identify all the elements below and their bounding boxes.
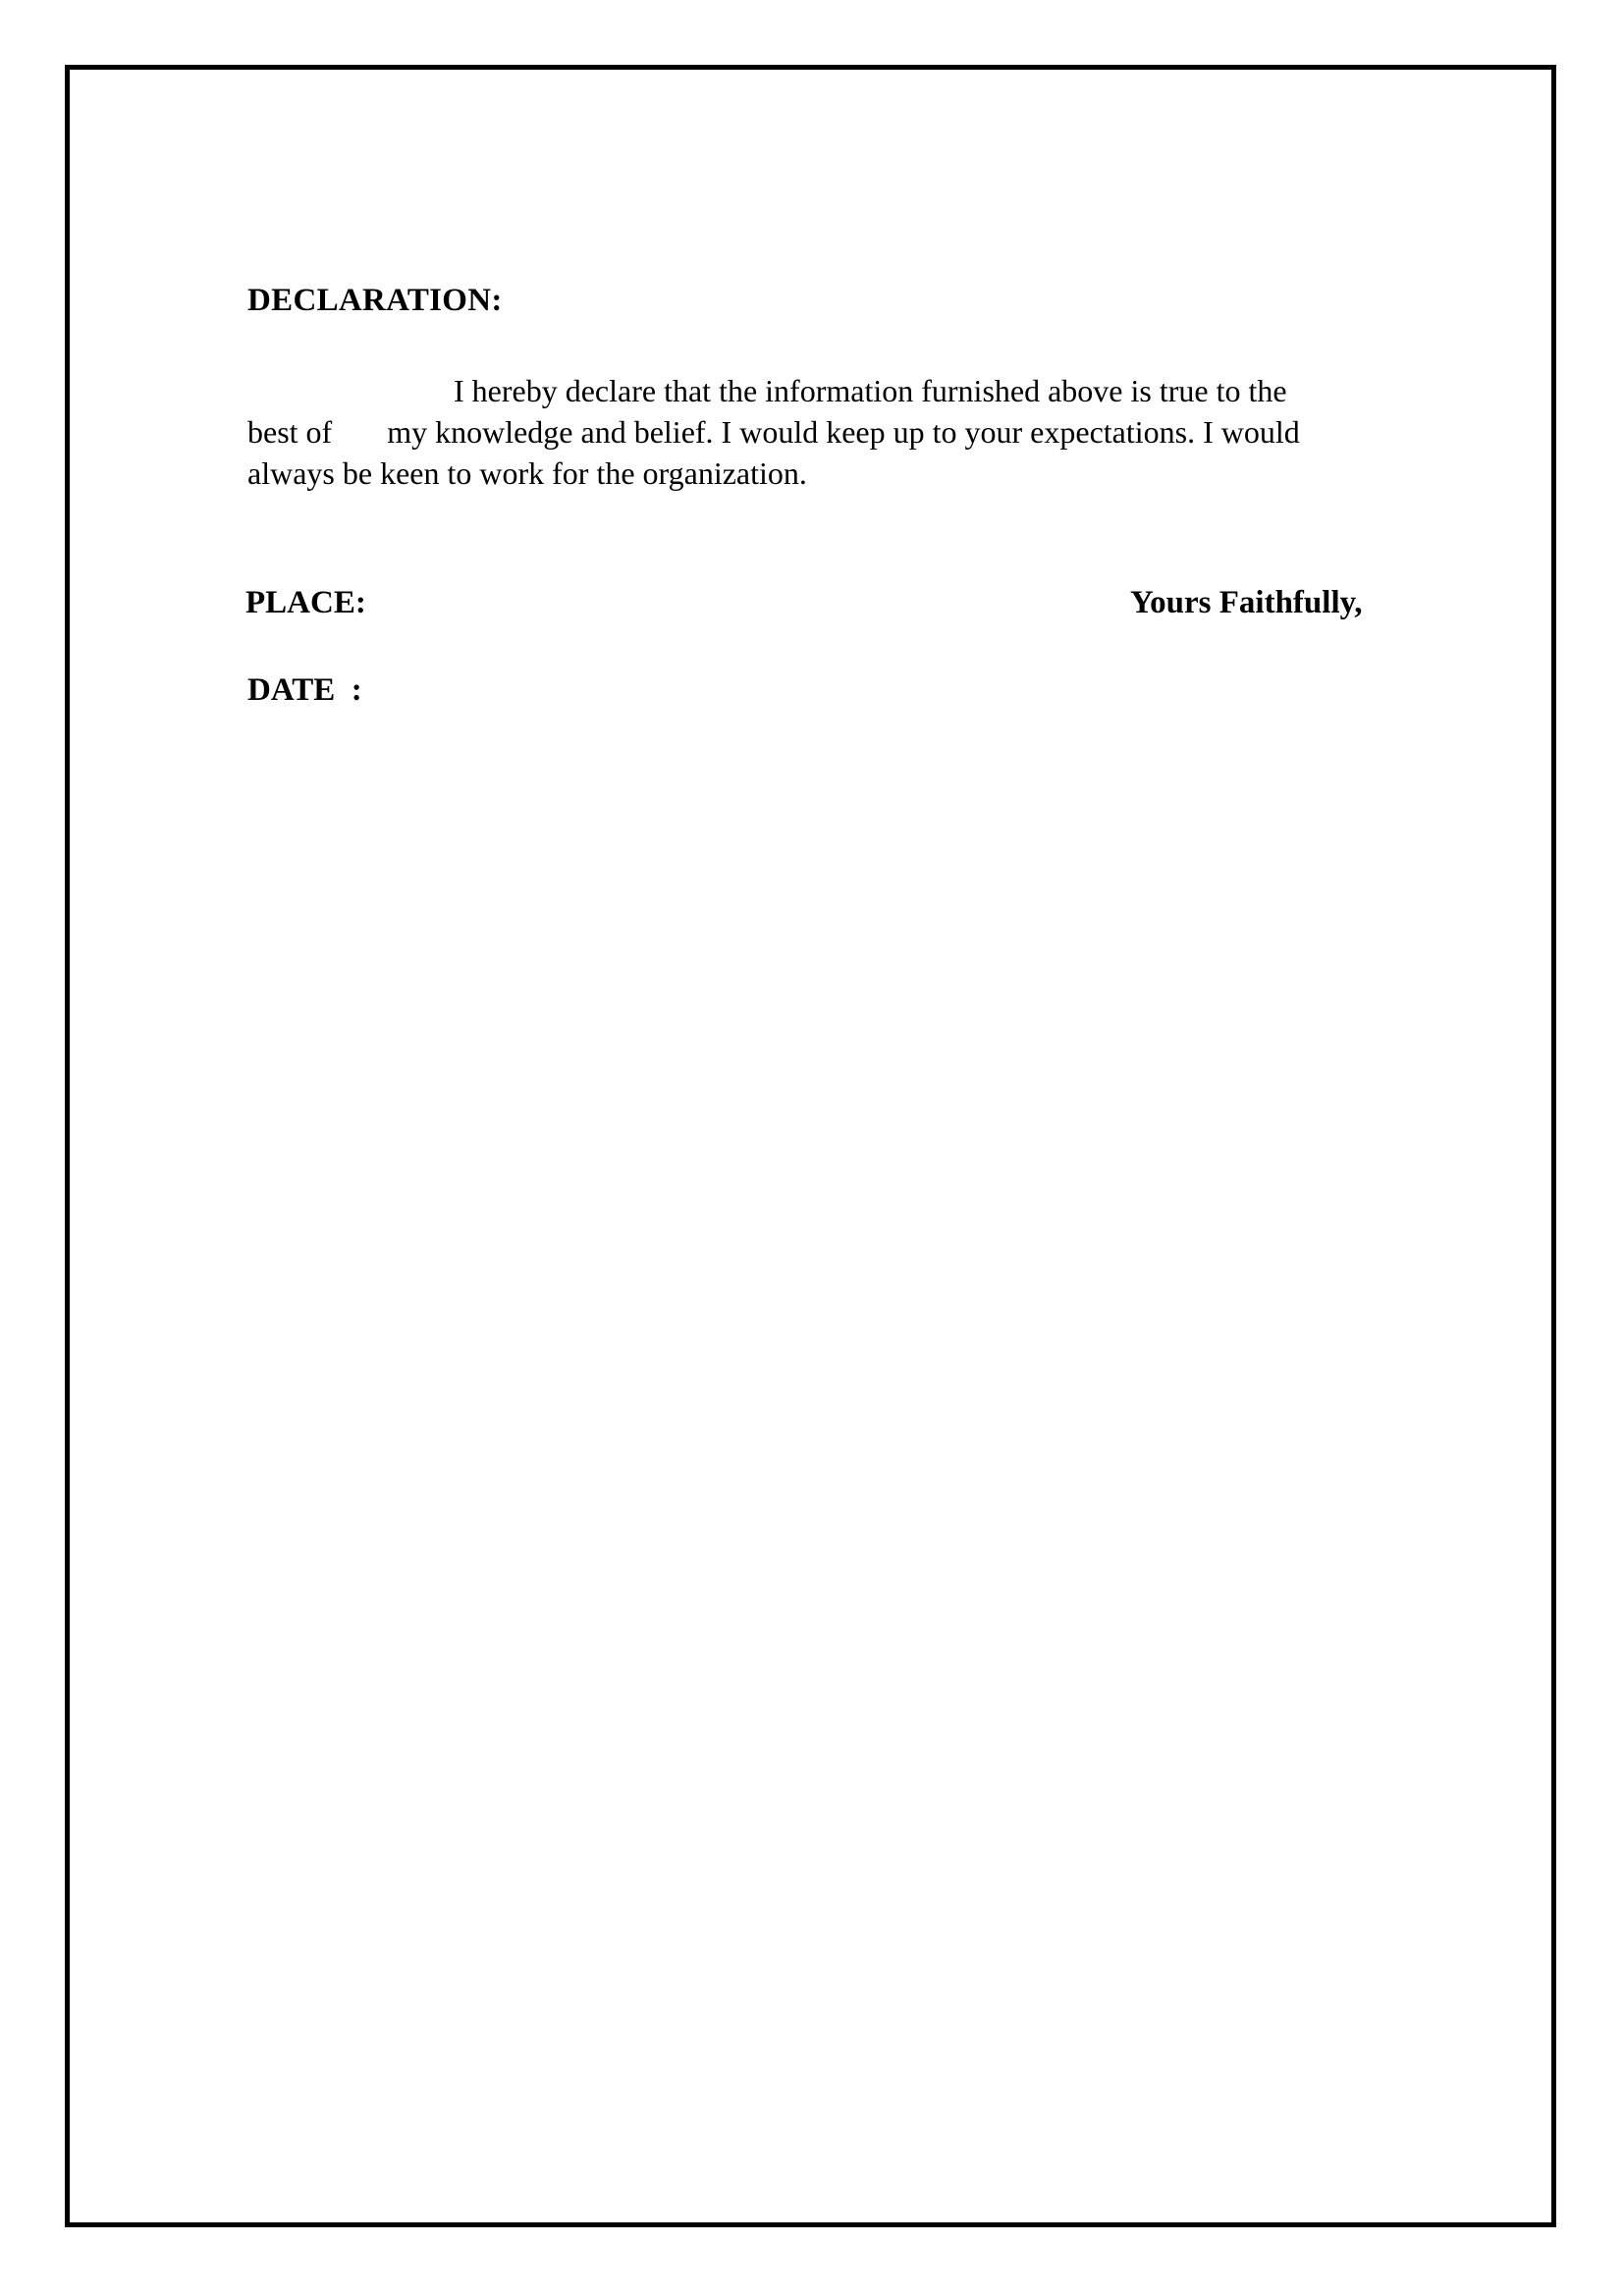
signoff-text: Yours Faithfully, bbox=[1130, 585, 1363, 620]
paragraph-line-2: best of my knowledge and belief. I would keep up to your expectations. I would bbox=[247, 414, 1300, 450]
date-label: DATE : bbox=[247, 672, 362, 708]
paragraph-line-3: always be keen to work for the organization. bbox=[247, 455, 807, 491]
place-label: PLACE: bbox=[245, 585, 366, 620]
declaration-paragraph bbox=[247, 370, 1406, 494]
paragraph-line-1: I hereby declare that the information furnished above is true to the bbox=[454, 373, 1287, 408]
declaration-heading: DECLARATION: bbox=[247, 283, 503, 318]
